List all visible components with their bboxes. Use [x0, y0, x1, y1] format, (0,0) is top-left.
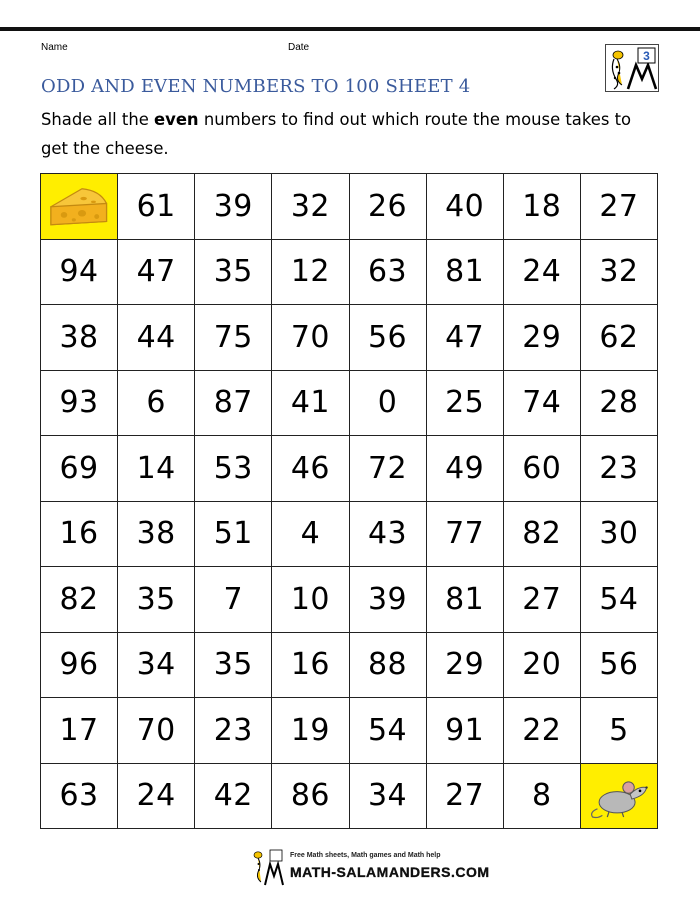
- grid-cell[interactable]: 38: [41, 305, 118, 371]
- grid-cell[interactable]: 88: [350, 633, 427, 699]
- grid-cell[interactable]: 61: [118, 174, 195, 240]
- grid-cell[interactable]: 41: [272, 371, 349, 437]
- grid-cell[interactable]: 94: [41, 240, 118, 306]
- footer-tagline: Free Math sheets, Math games and Math help: [290, 852, 441, 859]
- grid-cell[interactable]: 34: [350, 764, 427, 830]
- grid-cell[interactable]: 39: [350, 567, 427, 633]
- grid-cell[interactable]: 17: [41, 698, 118, 764]
- grid-cell[interactable]: 49: [427, 436, 504, 502]
- grid-cell[interactable]: 18: [504, 174, 581, 240]
- footer-salamander-icon: [250, 848, 284, 886]
- date-label: Date: [288, 42, 310, 53]
- grid-cell[interactable]: 63: [350, 240, 427, 306]
- grid-cell[interactable]: 32: [581, 240, 658, 306]
- grid-cell[interactable]: 53: [195, 436, 272, 502]
- grid-cell[interactable]: 81: [427, 567, 504, 633]
- grid-cell[interactable]: 23: [195, 698, 272, 764]
- grid-cell[interactable]: 24: [504, 240, 581, 306]
- grid-cell[interactable]: 12: [272, 240, 349, 306]
- grid-cell[interactable]: 56: [581, 633, 658, 699]
- grid-cell[interactable]: 72: [350, 436, 427, 502]
- grid-cell[interactable]: 93: [41, 371, 118, 437]
- grid-cell[interactable]: 69: [41, 436, 118, 502]
- grid-cell[interactable]: 81: [427, 240, 504, 306]
- cheese-cell[interactable]: [41, 174, 118, 240]
- grid-cell[interactable]: 46: [272, 436, 349, 502]
- grid-cell[interactable]: 38: [118, 502, 195, 568]
- grid-cell[interactable]: 35: [195, 240, 272, 306]
- grid-cell[interactable]: 16: [41, 502, 118, 568]
- grid-cell[interactable]: 32: [272, 174, 349, 240]
- grid-cell[interactable]: 47: [427, 305, 504, 371]
- grid-cell[interactable]: 34: [118, 633, 195, 699]
- grid-cell[interactable]: 63: [41, 764, 118, 830]
- grid-cell[interactable]: 23: [581, 436, 658, 502]
- grade-badge: 3: [643, 49, 650, 63]
- grid-cell[interactable]: 47: [118, 240, 195, 306]
- cheese-icon: [46, 179, 111, 234]
- grid-cell[interactable]: 40: [427, 174, 504, 240]
- name-label: Name: [41, 42, 68, 53]
- grid-cell[interactable]: 29: [504, 305, 581, 371]
- grid-cell[interactable]: 51: [195, 502, 272, 568]
- grid-cell[interactable]: 14: [118, 436, 195, 502]
- grid-cell[interactable]: 20: [504, 633, 581, 699]
- grid-cell[interactable]: 0: [350, 371, 427, 437]
- grid-cell[interactable]: 35: [118, 567, 195, 633]
- grid-cell[interactable]: 7: [195, 567, 272, 633]
- grid-cell[interactable]: 27: [504, 567, 581, 633]
- grid-cell[interactable]: 60: [504, 436, 581, 502]
- top-rule: [0, 27, 700, 31]
- grid-cell[interactable]: 10: [272, 567, 349, 633]
- number-maze-grid: [40, 173, 658, 829]
- grid-cell[interactable]: 44: [118, 305, 195, 371]
- grid-cell[interactable]: 54: [581, 567, 658, 633]
- grid-cell[interactable]: 35: [195, 633, 272, 699]
- grid-cell[interactable]: 75: [195, 305, 272, 371]
- grid-cell[interactable]: 87: [195, 371, 272, 437]
- grid-cell[interactable]: 30: [581, 502, 658, 568]
- grid-cell[interactable]: 91: [427, 698, 504, 764]
- grid-cell[interactable]: 56: [350, 305, 427, 371]
- grid-cell[interactable]: 27: [581, 174, 658, 240]
- grid-cell[interactable]: 27: [427, 764, 504, 830]
- grid-cell[interactable]: 16: [272, 633, 349, 699]
- grid-cell[interactable]: 28: [581, 371, 658, 437]
- grid-cell[interactable]: 6: [118, 371, 195, 437]
- page-title: ODD AND EVEN NUMBERS TO 100 SHEET 4: [41, 76, 471, 97]
- grid-cell[interactable]: 25: [427, 371, 504, 437]
- grid-cell[interactable]: 82: [41, 567, 118, 633]
- footer-site-name: MATH-SALAMANDERS.COM: [290, 864, 490, 880]
- grid-cell[interactable]: 62: [581, 305, 658, 371]
- grid-cell[interactable]: 42: [195, 764, 272, 830]
- grid-cell[interactable]: 82: [504, 502, 581, 568]
- salamander-logo-icon: [605, 44, 659, 92]
- grid-cell[interactable]: 86: [272, 764, 349, 830]
- grid-cell[interactable]: 74: [504, 371, 581, 437]
- grid-cell[interactable]: 19: [272, 698, 349, 764]
- grid-cell[interactable]: 39: [195, 174, 272, 240]
- grid-cell[interactable]: 70: [118, 698, 195, 764]
- grid-cell[interactable]: 29: [427, 633, 504, 699]
- grid-cell[interactable]: 22: [504, 698, 581, 764]
- grid-cell[interactable]: 4: [272, 502, 349, 568]
- mouse-icon: [586, 768, 651, 823]
- footer: [250, 848, 490, 888]
- grid-cell[interactable]: 77: [427, 502, 504, 568]
- grid-cell[interactable]: 24: [118, 764, 195, 830]
- grid-cell[interactable]: 43: [350, 502, 427, 568]
- grid-cell[interactable]: 5: [581, 698, 658, 764]
- mouse-cell[interactable]: [581, 764, 658, 830]
- grid-cell[interactable]: 96: [41, 633, 118, 699]
- instructions: Shade all the even numbers to find out which route the mouse takes to get the cheese.: [41, 110, 632, 158]
- grid-cell[interactable]: 8: [504, 764, 581, 830]
- grid-cell[interactable]: 70: [272, 305, 349, 371]
- grid-cell[interactable]: 54: [350, 698, 427, 764]
- grid-cell[interactable]: 26: [350, 174, 427, 240]
